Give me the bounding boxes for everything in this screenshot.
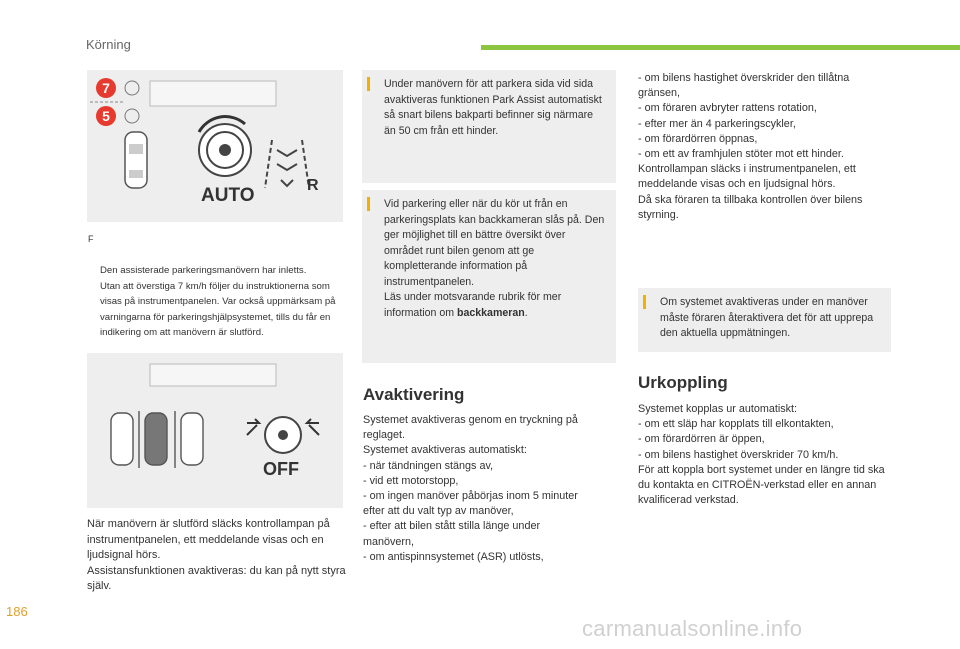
info-marker bbox=[367, 77, 370, 91]
off-mode-label: OFF bbox=[263, 459, 299, 479]
info-box-reactivation bbox=[638, 288, 891, 352]
parking-slot-icon bbox=[265, 140, 309, 188]
deactivation-text: Systemet avaktiveras genom en tryckning på reglaget. Systemet avaktiveras automatiskt: - när tändningen stängs av, - vid ett motorstopp, - om ingen manöver påbörjas inom 5 minuter efter att du valt typ av manöver, - efter att bilen stått stilla länge under manövern, - om antispinnsystemet (ASR) utlösts, bbox=[363, 414, 578, 563]
reverse-label: R bbox=[307, 177, 319, 194]
number-five-badge: 5 bbox=[102, 108, 110, 124]
heading-disconnection: Urkoppling bbox=[638, 373, 728, 392]
number-seven-badge: 7 bbox=[102, 80, 110, 96]
section-title: Körning bbox=[86, 37, 131, 52]
completion-text: När manövern är slutförd släcks kontrollampan på instrumentpanelen, ett meddelande visas och en ljudsignal hörs. Assistansfunktionen avaktiveras: du kan på nytt styra själv. bbox=[87, 518, 346, 593]
info-text: Under manövern för att parkera sida vid sida avaktiveras funktionen Park Assist automatiskt så snart bilens bakparti befinner sig närmare än 50 cm från ett hinder. bbox=[384, 78, 602, 137]
park-assist-auto-illustration bbox=[87, 70, 343, 222]
bullet-marker: F bbox=[88, 234, 94, 244]
info-box-side-parking bbox=[362, 70, 616, 183]
park-assist-off-illustration bbox=[87, 353, 343, 508]
figure-caption bbox=[88, 232, 346, 341]
deactivation-conditions-text: - om bilens hastighet överskrider den tillåtna gränsen, - om föraren avbryter rattens rotation, - efter mer än 4 parkeringscykler, - om förardörren öppnas, - om ett av framhjulen stöter mot ett hinder. Kontrollampan släcks i instrumentpanelen, ett meddelande visas och en ljudsignal hörs. Då ska föraren ta tillbaka kontrollen över bilens styrning. bbox=[638, 72, 863, 221]
disconnection-text: Systemet kopplas ur automatiskt: - om ett släp har kopplats till elkontakten, - om förardörren är öppen, - om bilens hastighet överskrider 70 km/h. För att koppla bort systemet under en längre tid ska du kontakta en CITROËN-verkstad eller en annan kvalificerad verkstad. bbox=[638, 403, 885, 507]
steering-wheel-off-icon bbox=[247, 417, 319, 453]
auto-mode-label: AUTO bbox=[201, 185, 255, 206]
section-bar bbox=[481, 45, 960, 50]
page-number: 186 bbox=[6, 604, 28, 619]
info-box-reverse-camera bbox=[362, 190, 616, 363]
info-marker bbox=[643, 295, 646, 309]
info-text: Vid parkering eller när du kör ut från en parkeringsplats kan backkameran slås på. Den ger möjlighet till en bättre översikt över området runt bilen genom att ge kompletterande information på instrumentpanelen. Läs under motsvarande rubrik för mer information om backkameran. bbox=[384, 198, 605, 319]
info-text: Om systemet avaktiveras under en manöver måste föraren återaktivera det för att upprepa den aktuella uppmätningen. bbox=[660, 296, 874, 339]
info-marker bbox=[367, 197, 370, 211]
caption-text: Den assisterade parkeringsmanövern har inletts. Utan att överstiga 7 km/h följer du instruktionerna som visas på instrumentpanelen. Var också uppmärksam på varningarna för parkeringshjälpsystemet, tills du får en indikering om att manövern är slutförd. bbox=[100, 265, 336, 338]
heading-deactivation: Avaktivering bbox=[363, 385, 465, 404]
reverse-camera-link-text: backkameran bbox=[457, 306, 525, 319]
car-top-view-icon bbox=[125, 132, 147, 188]
steering-wheel-icon bbox=[199, 117, 251, 176]
watermark: carmanualsonline.info bbox=[582, 616, 803, 641]
parked-cars-icon bbox=[111, 411, 203, 468]
